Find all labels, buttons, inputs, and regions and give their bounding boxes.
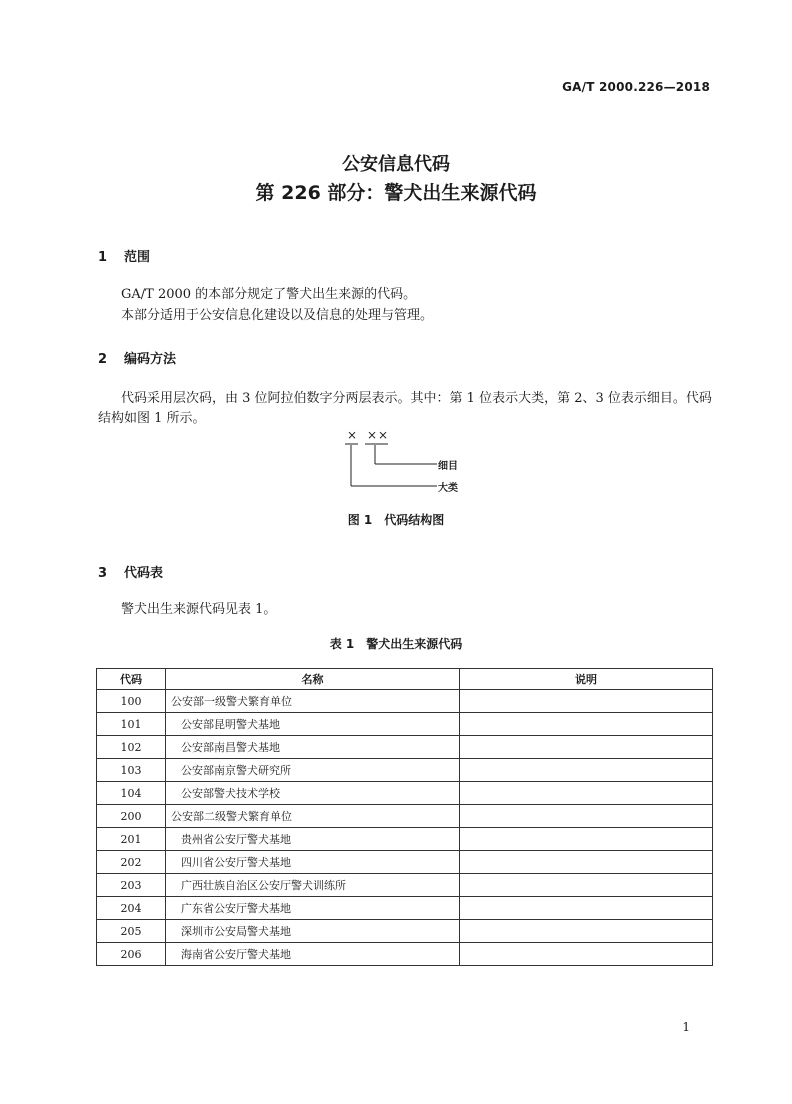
row-note bbox=[460, 920, 713, 943]
section-title: 范围 bbox=[124, 250, 151, 265]
detail-symbol: ×× bbox=[367, 428, 390, 442]
table-row bbox=[97, 782, 713, 805]
table-row bbox=[97, 828, 713, 851]
table-row bbox=[97, 874, 713, 897]
row-code: 206 bbox=[97, 943, 166, 966]
row-note bbox=[460, 736, 713, 759]
structure-lines bbox=[345, 430, 445, 500]
doc-subtitle: 第 226 部分：警犬出生来源代码 bbox=[255, 182, 537, 204]
row-note bbox=[460, 828, 713, 851]
section-heading-scope bbox=[98, 246, 150, 265]
table-row bbox=[97, 690, 713, 713]
doc-title: 公安信息代码 bbox=[342, 154, 450, 175]
row-note bbox=[460, 874, 713, 897]
row-name: 公安部南京警犬研究所 bbox=[166, 759, 460, 782]
section-number: 1 bbox=[98, 250, 108, 265]
code-table bbox=[96, 668, 713, 966]
row-code: 203 bbox=[97, 874, 166, 897]
section-number: 3 bbox=[98, 566, 108, 581]
table-row bbox=[97, 943, 713, 966]
header-note: 说明 bbox=[460, 669, 713, 690]
row-note bbox=[460, 943, 713, 966]
row-name: 深圳市公安局警犬基地 bbox=[166, 920, 460, 943]
table-row bbox=[97, 897, 713, 920]
row-note bbox=[460, 690, 713, 713]
major-label: 大类 bbox=[438, 483, 458, 494]
row-code: 104 bbox=[97, 782, 166, 805]
row-name: 广西壮族自治区公安厅警犬训练所 bbox=[166, 874, 460, 897]
row-note bbox=[460, 713, 713, 736]
row-name: 贵州省公安厅警犬基地 bbox=[166, 828, 460, 851]
section-heading-code-table bbox=[98, 562, 163, 581]
row-code: 201 bbox=[97, 828, 166, 851]
row-name: 公安部昆明警犬基地 bbox=[166, 713, 460, 736]
code-structure-figure bbox=[345, 430, 485, 500]
section-title: 编码方法 bbox=[124, 352, 177, 367]
detail-label: 细目 bbox=[438, 461, 458, 472]
table-row bbox=[97, 759, 713, 782]
scope-paragraph-2: 本部分适用于公安信息化建设以及信息的处理与管理。 bbox=[121, 308, 434, 323]
table-row bbox=[97, 851, 713, 874]
scope-paragraph-1: GA/T 2000 的本部分规定了警犬出生来源的代码。 bbox=[121, 287, 417, 302]
figure-caption: 图 1 代码结构图 bbox=[347, 513, 445, 527]
table-caption: 表 1 警犬出生来源代码 bbox=[329, 637, 463, 651]
row-code: 202 bbox=[97, 851, 166, 874]
row-name: 公安部南昌警犬基地 bbox=[166, 736, 460, 759]
table-header-row bbox=[97, 669, 713, 690]
row-note bbox=[460, 782, 713, 805]
row-name: 海南省公安厅警犬基地 bbox=[166, 943, 460, 966]
section-heading-method bbox=[98, 348, 176, 367]
code-table-paragraph: 警犬出生来源代码见表 1。 bbox=[121, 602, 277, 617]
standard-code: GA/T 2000.226—2018 bbox=[562, 80, 710, 94]
row-code: 205 bbox=[97, 920, 166, 943]
row-name: 公安部一级警犬繁育单位 bbox=[166, 690, 460, 713]
row-note bbox=[460, 897, 713, 920]
row-name: 公安部二级警犬繁育单位 bbox=[166, 805, 460, 828]
row-code: 100 bbox=[97, 690, 166, 713]
section-number: 2 bbox=[98, 352, 108, 367]
table-row bbox=[97, 920, 713, 943]
row-name: 广东省公安厅警犬基地 bbox=[166, 897, 460, 920]
row-code: 103 bbox=[97, 759, 166, 782]
section-title: 代码表 bbox=[124, 566, 164, 581]
table-row bbox=[97, 736, 713, 759]
row-note bbox=[460, 805, 713, 828]
row-name: 四川省公安厅警犬基地 bbox=[166, 851, 460, 874]
major-symbol: × bbox=[347, 428, 358, 442]
table-row bbox=[97, 805, 713, 828]
method-paragraph: 代码采用层次码，由 3 位阿拉伯数字分两层表示。其中：第 1 位表示大类，第 2、3 位表示细目。代码结构如图 1 所示。 bbox=[98, 391, 712, 426]
header-code: 代码 bbox=[97, 669, 166, 690]
table-row bbox=[97, 713, 713, 736]
row-code: 204 bbox=[97, 897, 166, 920]
row-code: 101 bbox=[97, 713, 166, 736]
row-code: 102 bbox=[97, 736, 166, 759]
row-name: 公安部警犬技术学校 bbox=[166, 782, 460, 805]
header-name: 名称 bbox=[166, 669, 460, 690]
row-note bbox=[460, 851, 713, 874]
page-number: 1 bbox=[682, 1020, 690, 1034]
row-note bbox=[460, 759, 713, 782]
row-code: 200 bbox=[97, 805, 166, 828]
